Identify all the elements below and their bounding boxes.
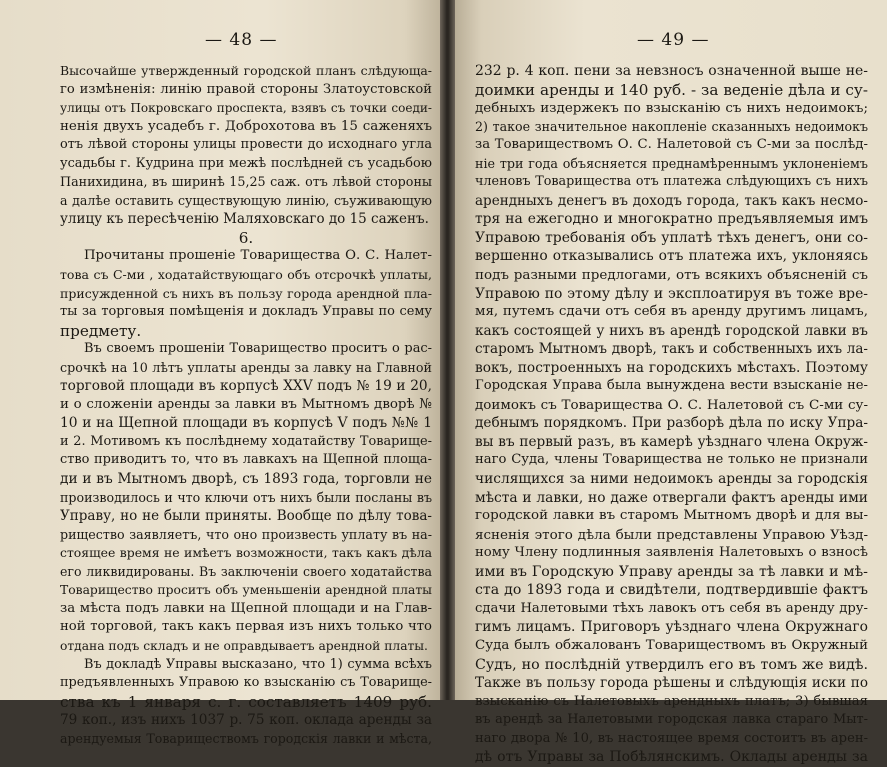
text-line: его ликвидированы. Въ заключеніи своего ходатайства <box>60 563 432 579</box>
text-line: присужденной съ нихъ въ пользу города арендной пла- <box>60 285 432 301</box>
text-line: за Товариществомъ О. С. Налетовой съ С-ми за послѣд- <box>475 137 868 153</box>
text-line: тря на ежегодно и многократно предъявляемыя имъ <box>475 211 868 228</box>
text-line: 79 коп., изъ нихъ 1037 р. 75 коп. оклада аренды за <box>60 712 432 729</box>
right-page <box>455 0 887 766</box>
page-number-left: — 48 — <box>205 30 278 50</box>
text-line: сдачи Налетовыми тѣхъ лавокъ отъ себя въ аренду дру- <box>475 600 868 616</box>
text-line: и 2. Мотивомъ къ послѣднему ходатайству Товарище- <box>60 433 432 449</box>
text-line: Городская Управа была вынуждена вести взысканіе не- <box>475 378 868 394</box>
text-line: усадьбы г. Кудрина при межѣ послѣдней съ усадьбою <box>60 155 432 171</box>
text-line: ясненія этого дѣла были представлены Управою Уѣзд- <box>475 526 868 543</box>
text-line: арендуемыя Товариществомъ городскія лавки и мѣста, <box>60 730 432 746</box>
text-line: Также въ пользу города рѣшены и слѣдующія иски по <box>475 675 868 692</box>
text-line: дѣ отъ Управы за Побѣлянскимъ. Оклады аренды за <box>475 749 868 766</box>
text-line: членовъ Товарищества отъ платежа слѣдующихъ съ нихъ <box>475 174 868 190</box>
text-line: какъ состоящей у нихъ въ арендѣ городской лавки въ <box>475 322 868 339</box>
right-page-text <box>475 62 868 767</box>
text-line: Панихидина, въ ширинѣ 15,25 саж. отъ лѣвой стороны <box>60 174 432 190</box>
text-line: Прочитаны прошеніе Товарищества О. С. Налет- <box>84 248 432 264</box>
text-line: срочкѣ на 10 лѣтъ уплаты аренды за лавку на Главной <box>60 359 432 375</box>
text-line: Высочайше утвержденный городской планъ слѣдующа- <box>60 63 432 78</box>
text-line: а далѣе оставить существующую линію, съуживающую <box>60 192 432 208</box>
text-line: городской лавки въ старомъ Мытномъ дворѣ и для вы- <box>475 508 868 524</box>
text-line: взысканію съ Налетовыхъ арендныхъ платъ; 3) бывшая <box>475 693 868 709</box>
book-gutter <box>440 0 455 700</box>
text-line: ной торговой, такъ какъ первая изъ нихъ только что <box>60 619 432 635</box>
text-line: дебнымъ порядкомъ. При разборѣ дѣла по иску Упра- <box>475 415 868 432</box>
text-line: Управу, но не были приняты. Вообще по дѣлу това- <box>60 508 432 525</box>
text-line: наго двора № 10, въ настоящее время состоитъ въ арен- <box>475 730 868 746</box>
text-line: мѣста и лавки, но даже отвергали фактъ аренды ими <box>475 489 868 506</box>
text-line: ному Члену подлинныя заявленія Налетовыхъ о взносѣ <box>475 545 868 561</box>
text-line: Управою требованія объ уплатѣ тѣхъ денегъ, они со- <box>475 229 868 246</box>
text-line: 10 и на Щепной площади въ корпусѣ V подъ №№ 1 <box>60 415 432 432</box>
text-line: това съ С-ми , ходатайствующаго объ отсрочкѣ уплаты, <box>60 267 432 283</box>
text-line: улицы отъ Покровскаго проспекта, взявъ съ точки соеди- <box>60 101 432 116</box>
text-line: числящихся за ними недоимокъ аренды за городскія <box>475 471 868 488</box>
text-line: Товарищество проситъ объ уменьшеніи арендной платы <box>60 583 432 598</box>
text-line: стоящее время не имѣетъ возможности, такъ какъ дѣла <box>60 545 432 561</box>
text-line: отдана подъ складъ и не оправдываетъ арендной платы. <box>60 638 428 653</box>
text-line: за мѣста подъ лавки на Щепной площади и на Глав- <box>60 600 432 616</box>
text-line: дебныхъ издержекъ по взысканію съ нихъ недоимокъ; <box>475 100 868 117</box>
text-line: предъявленныхъ Управою ко взысканію съ Товарище- <box>60 675 432 691</box>
text-line: вокъ, построенныхъ на городскихъ мѣстахъ. Поэтому <box>475 359 868 376</box>
text-line: 2) такое значительное накопленіе сказанныхъ недоимокъ <box>475 118 868 134</box>
text-line: ство приводитъ то, что въ лавкахъ на Щепной площа- <box>60 452 432 468</box>
text-line: подъ разными предлогами, отъ всякихъ объясненій съ <box>475 267 868 284</box>
text-line: доимокъ съ Товарищества О. С. Налетовой съ С-ми су- <box>475 396 868 413</box>
text-line: ими въ Городскую Управу аренды за тѣ лавки и мѣ- <box>475 563 868 580</box>
text-line: гимъ лицамъ. Приговоръ уѣзднаго члена Окружнаго <box>475 619 868 636</box>
text-line: Въ своемъ прошеніи Товарищество проситъ о рас- <box>84 341 432 357</box>
text-line: ди и въ Мытномъ дворѣ, съ 1893 года, торговли не <box>60 471 432 488</box>
text-line: ста до 1893 года и свидѣтели, подтвердившіе фактъ <box>475 582 868 599</box>
text-line: Судъ, но послѣдній утвердилъ его въ томъ же видѣ. <box>475 656 868 673</box>
text-line: и о сложеніи аренды за лавки въ Мытномъ дворѣ № <box>60 396 432 412</box>
text-line: ты за торговыя помѣщенія и докладъ Управы по сему <box>60 304 432 320</box>
text-line: 6. <box>238 228 254 247</box>
text-line: ства къ 1 января с. г. составляетъ 1409 руб. <box>60 692 432 711</box>
text-line: 232 р. 4 коп. пени за невзносъ означенной выше не- <box>475 63 868 79</box>
text-line: доимки аренды и 140 руб. - за веденіе дѣла и су- <box>475 80 868 99</box>
text-line: отъ лѣвой стороны улицы провести до исходнаго угла <box>60 137 432 153</box>
text-line: производилось и что ключи отъ нихъ были посланы въ <box>60 489 432 505</box>
text-line: мя, путемъ сдачи отъ себя въ аренду другимъ лицамъ, <box>475 304 868 320</box>
text-line: арендныхъ денегъ въ доходъ города, такъ какъ несмо- <box>475 192 868 209</box>
text-line: вы въ первый разъ, въ камерѣ уѣзднаго члена Окруж- <box>475 433 868 450</box>
text-line: Управою по этому дѣлу и эксплоатируя въ тоже вре- <box>475 285 868 302</box>
text-line: рищество заявляетъ, что оно произвесть уплату въ на- <box>60 526 432 542</box>
text-line: предмету. <box>60 321 142 340</box>
left-page-text <box>60 62 432 748</box>
text-line: ніе три года объясняется преднамѣреннымъ уклоненіемъ <box>475 155 868 171</box>
page-number-right: — 49 — <box>637 30 710 50</box>
text-line: вершенно отказывались отъ платежа ихъ, уклоняясь <box>475 248 868 265</box>
text-line: торговой площади въ корпусѣ XXV подъ № 19 и 20, <box>60 378 432 395</box>
text-line: старомъ Мытномъ дворѣ, такъ и собственныхъ ихъ ла- <box>475 341 868 358</box>
text-line: ненія двухъ усадебъ г. Доброхотова въ 15 саженяхъ <box>60 118 432 134</box>
text-line: Въ докладѣ Управы высказано, что 1) сумма всѣхъ <box>84 656 432 672</box>
text-line: го измѣненія: линію правой стороны Златоустовской <box>60 81 432 97</box>
text-line: улицу къ пересѣченію Маляховскаго до 15 саженъ. <box>60 211 429 228</box>
text-line: въ арендѣ за Налетовыми городская лавка стараго Мыт- <box>475 712 868 728</box>
left-page <box>0 0 440 746</box>
text-line: наго Суда, члены Товарищества не только не признали <box>475 452 868 468</box>
text-line: Суда былъ обжалованъ Товариществомъ въ Окружный <box>475 637 868 653</box>
